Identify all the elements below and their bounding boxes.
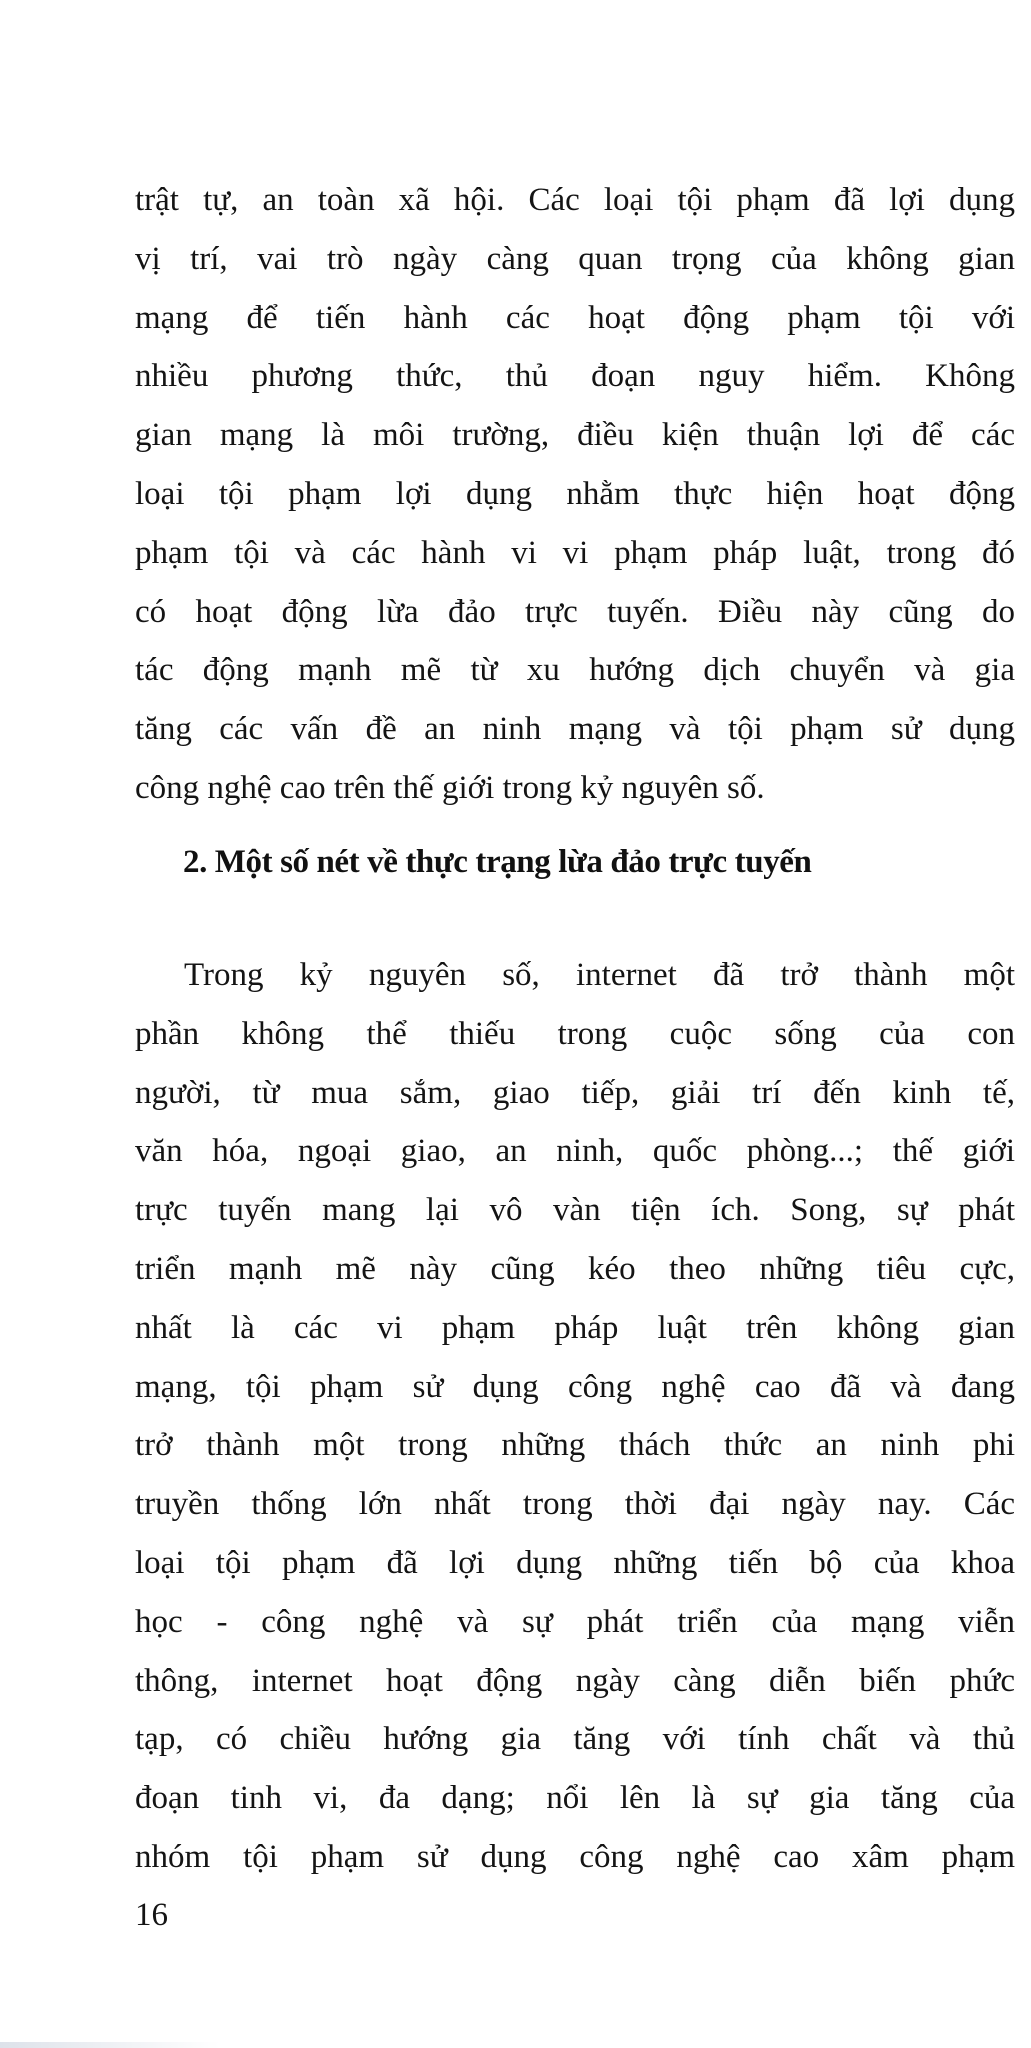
scan-edge-shadow	[0, 2042, 220, 2048]
text-line: tác động mạnh mẽ từ xu hướng dịch chuyển và gia	[135, 652, 1015, 689]
text-line: Trong kỷ nguyên số, internet đã trở thành một	[184, 957, 1015, 993]
text-line: nhiều phương thức, thủ đoạn nguy hiểm. Không	[135, 358, 1015, 395]
paragraph-body	[135, 946, 1015, 1887]
text-line: học - công nghệ và sự phát triển của mạng viễn	[135, 1603, 1015, 1640]
text-line: người, từ mua sắm, giao tiếp, giải trí đến kinh tế,	[135, 1074, 1015, 1111]
text-line: văn hóa, ngoại giao, an ninh, quốc phòng...; thế giới	[135, 1133, 1015, 1170]
text-line: vị trí, vai trò ngày càng quan trọng của không gian	[135, 240, 1015, 277]
text-line: trực tuyến mang lại vô vàn tiện ích. Song, sự phát	[135, 1192, 1015, 1229]
text-line: mạng để tiến hành các hoạt động phạm tội với	[135, 299, 1015, 336]
text-line: loại tội phạm lợi dụng nhằm thực hiện hoạt động	[135, 475, 1015, 512]
text-line: phạm tội và các hành vi vi phạm pháp luật, trong đó	[135, 534, 1015, 571]
paragraph-continued	[135, 171, 1015, 818]
text-line: tăng các vấn đề an ninh mạng và tội phạm sử dụng	[135, 711, 1015, 748]
text-line: có hoạt động lừa đảo trực tuyến. Điều này cũng do	[135, 593, 1015, 630]
text-line: đoạn tinh vi, đa dạng; nổi lên là sự gia tăng của	[135, 1780, 1015, 1817]
text-line: thông, internet hoạt động ngày càng diễn biến phức	[135, 1662, 1015, 1699]
section-heading: 2. Một số nét về thực trạng lừa đảo trực tuyến	[183, 844, 812, 880]
text-line: phần không thể thiếu trong cuộc sống của con	[135, 1015, 1015, 1052]
text-line: trở thành một trong những thách thức an ninh phi	[135, 1427, 1015, 1464]
text-line: gian mạng là môi trường, điều kiện thuận lợi để các	[135, 417, 1015, 454]
page-number: 16	[135, 1897, 168, 1933]
text-line: trật tự, an toàn xã hội. Các loại tội phạm đã lợi dụng	[135, 182, 1015, 218]
text-line: loại tội phạm đã lợi dụng những tiến bộ của khoa	[135, 1544, 1015, 1581]
text-line: nhóm tội phạm sử dụng công nghệ cao xâm phạm	[135, 1838, 1015, 1875]
text-line: công nghệ cao trên thế giới trong kỷ nguyên số.	[135, 769, 765, 806]
text-line: tạp, có chiều hướng gia tăng với tính chất và thủ	[135, 1721, 1015, 1758]
text-line: truyền thống lớn nhất trong thời đại ngày nay. Các	[135, 1486, 1015, 1523]
text-line: mạng, tội phạm sử dụng công nghệ cao đã và đang	[135, 1368, 1015, 1405]
text-line: triển mạnh mẽ này cũng kéo theo những tiêu cực,	[135, 1250, 1015, 1287]
text-line: nhất là các vi phạm pháp luật trên không gian	[135, 1309, 1015, 1346]
